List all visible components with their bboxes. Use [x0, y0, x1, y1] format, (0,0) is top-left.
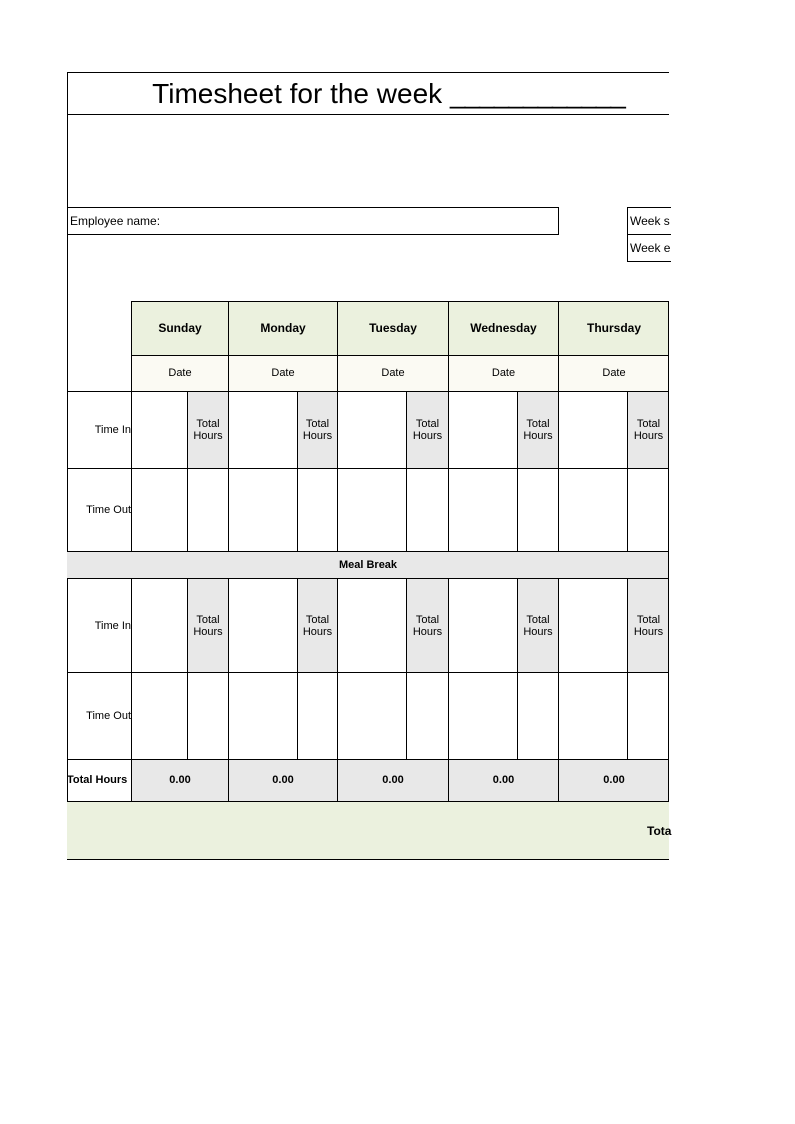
time-out-row-2-thursday-time[interactable]: [558, 672, 627, 759]
time-out-row-2-sunday-time[interactable]: [131, 672, 187, 759]
date-cell-sunday[interactable]: Date: [131, 355, 228, 391]
day-total-sunday: 0.00: [131, 759, 228, 801]
time-in-row-2-tuesday-time[interactable]: [337, 578, 406, 672]
day-header-monday: Monday: [228, 301, 337, 355]
time-out-row-1-monday-time[interactable]: [228, 468, 297, 551]
time-in-row-2-sunday-total-hours: Total Hours: [187, 578, 228, 672]
time-out-row-2-label: Time Out: [67, 672, 131, 759]
date-cell-monday[interactable]: Date: [228, 355, 337, 391]
time-out-row-1-tuesday-hours[interactable]: [406, 468, 448, 551]
time-in-row-2-tuesday-total-hours: Total Hours: [406, 578, 448, 672]
time-in-row-2-monday-time[interactable]: [228, 578, 297, 672]
time-in-row-1-sunday-total-hours: Total Hours: [187, 391, 228, 468]
time-in-row-1-tuesday-total-hours: Total Hours: [406, 391, 448, 468]
week-blank-line[interactable]: ____________: [449, 78, 625, 109]
time-in-row-1-wednesday-time[interactable]: [448, 391, 517, 468]
time-out-row-1-wednesday-time[interactable]: [448, 468, 517, 551]
day-header-sunday: Sunday: [131, 301, 228, 355]
time-out-row-1-sunday-hours[interactable]: [187, 468, 228, 551]
day-total-tuesday: 0.00: [337, 759, 448, 801]
time-out-row-2-wednesday-hours[interactable]: [517, 672, 558, 759]
week-end-label: Week e: [630, 241, 671, 255]
day-total-wednesday: 0.00: [448, 759, 558, 801]
time-in-row-1-monday-total-hours: Total Hours: [297, 391, 337, 468]
time-out-row-2-sunday-hours[interactable]: [187, 672, 228, 759]
time-in-row-2-thursday-time[interactable]: [558, 578, 627, 672]
time-out-row-1-monday-hours[interactable]: [297, 468, 337, 551]
date-cell-wednesday[interactable]: Date: [448, 355, 558, 391]
time-out-row-1-wednesday-hours[interactable]: [517, 468, 558, 551]
time-in-row-2-wednesday-time[interactable]: [448, 578, 517, 672]
time-in-row-1-monday-time[interactable]: [228, 391, 297, 468]
week-start-field[interactable]: [627, 207, 671, 235]
meal-break-label: Meal Break: [338, 559, 398, 571]
timesheet: [67, 72, 672, 860]
footer-total-label: Tota: [647, 824, 672, 838]
time-out-row-1-tuesday-time[interactable]: [337, 468, 406, 551]
time-in-row-2-wednesday-total-hours: Total Hours: [517, 578, 558, 672]
time-out-row-1-thursday-time[interactable]: [558, 468, 627, 551]
date-cell-tuesday[interactable]: Date: [337, 355, 448, 391]
time-in-row-2-label: Time In: [67, 578, 131, 672]
time-out-row-2-monday-hours[interactable]: [297, 672, 337, 759]
total-hours-row-label: Total Hours: [67, 759, 131, 801]
employee-name-field[interactable]: [67, 207, 559, 235]
time-in-row-1-sunday-time[interactable]: [131, 391, 187, 468]
week-start-label: Week s: [630, 214, 670, 228]
time-out-row-2-wednesday-time[interactable]: [448, 672, 517, 759]
meal-break-row: [67, 551, 669, 578]
employee-name-label: Employee name:: [70, 214, 161, 228]
time-out-row-1-sunday-time[interactable]: [131, 468, 187, 551]
time-in-row-1-tuesday-time[interactable]: [337, 391, 406, 468]
day-header-tuesday: Tuesday: [337, 301, 448, 355]
page-title: [67, 72, 669, 115]
time-in-row-2-monday-total-hours: Total Hours: [297, 578, 337, 672]
time-out-row-1-thursday-hours[interactable]: [627, 468, 669, 551]
time-out-row-1-label: Time Out: [67, 468, 131, 551]
title-text: Timesheet for the week: [152, 78, 443, 109]
time-in-row-1-wednesday-total-hours: Total Hours: [517, 391, 558, 468]
time-out-row-2-thursday-hours[interactable]: [627, 672, 669, 759]
time-in-row-1-thursday-total-hours: Total Hours: [627, 391, 669, 468]
time-out-row-2-monday-time[interactable]: [228, 672, 297, 759]
time-out-row-2-tuesday-hours[interactable]: [406, 672, 448, 759]
day-header-wednesday: Wednesday: [448, 301, 558, 355]
right-clip-border: [668, 301, 669, 801]
day-total-monday: 0.00: [228, 759, 337, 801]
day-total-thursday: 0.00: [558, 759, 669, 801]
time-out-row-2-tuesday-time[interactable]: [337, 672, 406, 759]
footer-total-row: [67, 801, 672, 860]
time-in-row-1-thursday-time[interactable]: [558, 391, 627, 468]
week-end-field[interactable]: [627, 234, 671, 262]
day-header-thursday: Thursday: [558, 301, 669, 355]
time-in-row-1-label: Time In: [67, 391, 131, 468]
header-top-border: [131, 301, 669, 302]
time-in-row-2-thursday-total-hours: Total Hours: [627, 578, 669, 672]
date-cell-thursday[interactable]: Date: [558, 355, 669, 391]
time-in-row-2-sunday-time[interactable]: [131, 578, 187, 672]
